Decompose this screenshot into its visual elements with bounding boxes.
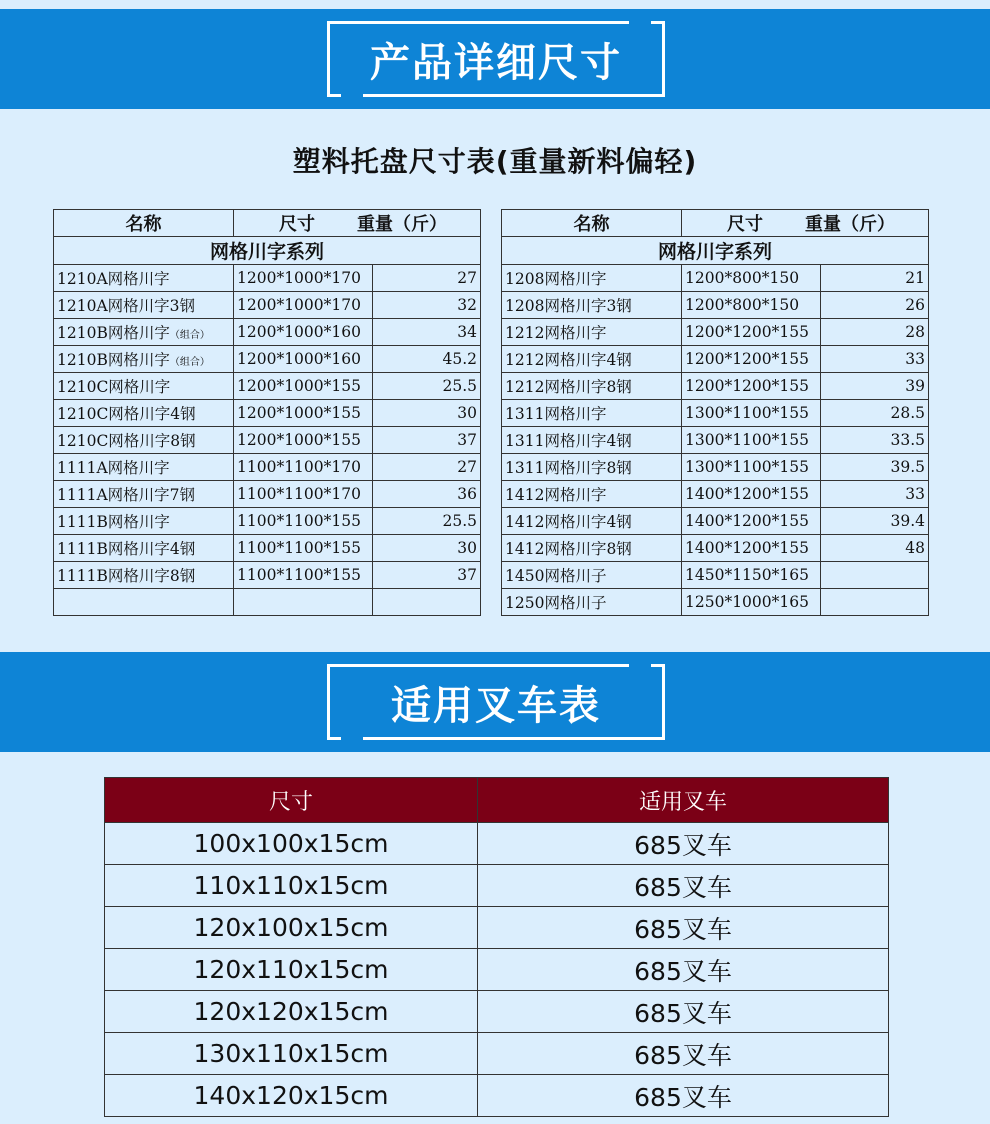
cell-name-text: 1111B网格川字	[57, 513, 170, 531]
cell-forklift: 685叉车	[478, 907, 889, 949]
cell-name: 1250网格川子	[502, 589, 682, 616]
table-row	[54, 589, 481, 616]
table-row	[54, 319, 481, 346]
cell-weight: 45.2	[373, 346, 481, 373]
header-weight: 重量（斤）	[805, 214, 895, 235]
cell-name: 1208网格川字3钢	[502, 292, 682, 319]
cell-size: 1200*1200*155	[682, 319, 821, 346]
header-size: 尺寸	[727, 214, 763, 235]
cell-name-text: 1210A网格川字3钢	[57, 297, 196, 315]
cell-weight: 37	[373, 562, 481, 589]
cell-name	[54, 400, 234, 427]
cell-size: 1200*1000*155	[234, 427, 373, 454]
header-name: 名称	[54, 210, 234, 237]
cell-forklift: 685叉车	[478, 1075, 889, 1117]
cell-weight: 39.4	[821, 508, 929, 535]
cell-name: 1311网格川字	[502, 400, 682, 427]
table-row	[105, 865, 889, 907]
cell-weight: 33	[821, 346, 929, 373]
cell-weight: 26	[821, 292, 929, 319]
cell-size: 130x110x15cm	[105, 1033, 478, 1075]
table-row	[502, 400, 929, 427]
table-row	[54, 265, 481, 292]
forklift-header-row	[105, 778, 889, 823]
cell-size: 120x120x15cm	[105, 991, 478, 1033]
cell-name	[54, 427, 234, 454]
cell-name	[54, 265, 234, 292]
cell-size: 1200*1000*160	[234, 346, 373, 373]
cell-size: 1400*1200*155	[682, 481, 821, 508]
banner-title: 产品详细尺寸	[370, 39, 622, 86]
banner-title-box	[327, 664, 665, 740]
series-label: 网格川字系列	[502, 237, 929, 265]
cell-name	[54, 589, 234, 616]
cell-weight: 33.5	[821, 427, 929, 454]
cell-weight: 33	[821, 481, 929, 508]
cell-forklift: 685叉车	[478, 865, 889, 907]
cell-size: 1200*1000*155	[234, 400, 373, 427]
header-name: 名称	[502, 210, 682, 237]
cell-weight: 28.5	[821, 400, 929, 427]
cell-size: 1450*1150*165	[682, 562, 821, 589]
cell-forklift: 685叉车	[478, 991, 889, 1033]
table-row	[54, 373, 481, 400]
cell-size: 1200*1000*170	[234, 265, 373, 292]
cell-size	[234, 589, 373, 616]
cell-name: 1212网格川字8钢	[502, 373, 682, 400]
cell-name-text: 1111A网格川字	[57, 459, 170, 477]
cell-size: 1200*1000*160	[234, 319, 373, 346]
cell-size: 1400*1200*155	[682, 535, 821, 562]
header-forklift: 适用叉车	[478, 778, 889, 823]
cell-size: 1200*800*150	[682, 292, 821, 319]
table-row	[502, 265, 929, 292]
table-row	[502, 454, 929, 481]
cell-name-text: 1210A网格川字	[57, 270, 170, 288]
table-row	[54, 562, 481, 589]
cell-name-text: 1210C网格川字8钢	[57, 432, 196, 450]
cell-size: 1100*1100*170	[234, 454, 373, 481]
cell-name-text: 1210B网格川字	[57, 324, 170, 342]
table-row	[54, 400, 481, 427]
cell-weight: 30	[373, 400, 481, 427]
cell-weight: 48	[821, 535, 929, 562]
cell-size: 1200*1200*155	[682, 346, 821, 373]
cell-name	[54, 481, 234, 508]
header-size: 尺寸	[105, 778, 478, 823]
cell-name: 1412网格川字4钢	[502, 508, 682, 535]
table-row	[105, 1075, 889, 1117]
cell-weight	[821, 562, 929, 589]
cell-size: 1300*1100*155	[682, 427, 821, 454]
spec-table-left	[53, 209, 481, 616]
header-size-weight	[234, 210, 481, 237]
cell-size: 1200*1200*155	[682, 373, 821, 400]
banner-title: 适用叉车表	[391, 682, 601, 729]
cell-size: 1100*1100*155	[234, 535, 373, 562]
cell-size: 1200*1000*155	[234, 373, 373, 400]
cell-name	[54, 562, 234, 589]
cell-name-text: 1111B网格川字4钢	[57, 540, 196, 558]
cell-size: 1200*800*150	[682, 265, 821, 292]
cell-name	[54, 319, 234, 346]
banner-title-box	[327, 21, 665, 97]
table-row	[502, 319, 929, 346]
cell-size: 1300*1100*155	[682, 400, 821, 427]
table-row	[105, 949, 889, 991]
table-row	[502, 373, 929, 400]
cell-name: 1208网格川字	[502, 265, 682, 292]
cell-weight: 25.5	[373, 508, 481, 535]
cell-name: 1412网格川字	[502, 481, 682, 508]
cell-name-text: 1210C网格川字	[57, 378, 171, 396]
table-row	[54, 508, 481, 535]
cell-name-note: （组合）	[169, 330, 210, 341]
cell-weight	[373, 589, 481, 616]
cell-size: 120x100x15cm	[105, 907, 478, 949]
cell-name	[54, 508, 234, 535]
cell-size: 1200*1000*170	[234, 292, 373, 319]
table-row	[54, 535, 481, 562]
table-row	[502, 535, 929, 562]
cell-size: 1100*1100*155	[234, 562, 373, 589]
cell-size: 1100*1100*170	[234, 481, 373, 508]
cell-name-text: 1210B网格川字	[57, 351, 170, 369]
table-row	[502, 346, 929, 373]
table-title: 塑料托盘尺寸表(重量新料偏轻)	[292, 145, 698, 178]
cell-weight: 30	[373, 535, 481, 562]
table-row	[105, 991, 889, 1033]
cell-weight: 27	[373, 265, 481, 292]
series-row	[54, 237, 481, 265]
cell-size: 120x110x15cm	[105, 949, 478, 991]
cell-weight: 34	[373, 319, 481, 346]
cell-weight	[821, 589, 929, 616]
table-row	[105, 907, 889, 949]
section-banner-detail	[0, 9, 990, 109]
cell-forklift: 685叉车	[478, 1033, 889, 1075]
cell-weight: 28	[821, 319, 929, 346]
table-row	[105, 1033, 889, 1075]
table-row	[105, 823, 889, 865]
header-size-weight	[682, 210, 929, 237]
cell-name	[54, 454, 234, 481]
cell-name: 1412网格川字8钢	[502, 535, 682, 562]
cell-weight: 39	[821, 373, 929, 400]
cell-weight: 37	[373, 427, 481, 454]
table-header-row	[502, 210, 929, 237]
table-row	[502, 427, 929, 454]
spec-table-right	[501, 209, 929, 616]
cell-size: 1250*1000*165	[682, 589, 821, 616]
table-row	[54, 292, 481, 319]
cell-name-text: 1210C网格川字4钢	[57, 405, 196, 423]
series-label: 网格川字系列	[54, 237, 481, 265]
cell-weight: 36	[373, 481, 481, 508]
cell-name	[54, 535, 234, 562]
table-header-row	[54, 210, 481, 237]
cell-name-text: 1111B网格川字8钢	[57, 567, 196, 585]
cell-weight: 39.5	[821, 454, 929, 481]
table-row	[54, 481, 481, 508]
table-row	[54, 454, 481, 481]
cell-size: 1300*1100*155	[682, 454, 821, 481]
cell-forklift: 685叉车	[478, 823, 889, 865]
table-row	[54, 427, 481, 454]
table-row	[502, 508, 929, 535]
cell-name	[54, 346, 234, 373]
cell-name	[54, 373, 234, 400]
cell-name	[54, 292, 234, 319]
cell-forklift: 685叉车	[478, 949, 889, 991]
cell-size: 110x110x15cm	[105, 865, 478, 907]
series-row	[502, 237, 929, 265]
cell-name: 1212网格川字	[502, 319, 682, 346]
cell-size: 1400*1200*155	[682, 508, 821, 535]
cell-weight: 27	[373, 454, 481, 481]
table-row	[502, 292, 929, 319]
cell-name: 1311网格川字8钢	[502, 454, 682, 481]
cell-size: 140x120x15cm	[105, 1075, 478, 1117]
section-banner-forklift	[0, 652, 990, 752]
header-size: 尺寸	[279, 214, 315, 235]
cell-size: 100x100x15cm	[105, 823, 478, 865]
table-row	[502, 589, 929, 616]
cell-name-note: （组合）	[169, 357, 210, 368]
table-row	[502, 481, 929, 508]
cell-name: 1212网格川字4钢	[502, 346, 682, 373]
cell-name-text: 1111A网格川字7钢	[57, 486, 196, 504]
cell-name: 1311网格川字4钢	[502, 427, 682, 454]
cell-size: 1100*1100*155	[234, 508, 373, 535]
cell-weight: 21	[821, 265, 929, 292]
forklift-table	[104, 777, 889, 1117]
table-row	[54, 346, 481, 373]
cell-name: 1450网格川子	[502, 562, 682, 589]
cell-weight: 25.5	[373, 373, 481, 400]
cell-weight: 32	[373, 292, 481, 319]
header-weight: 重量（斤）	[357, 214, 447, 235]
table-row	[502, 562, 929, 589]
